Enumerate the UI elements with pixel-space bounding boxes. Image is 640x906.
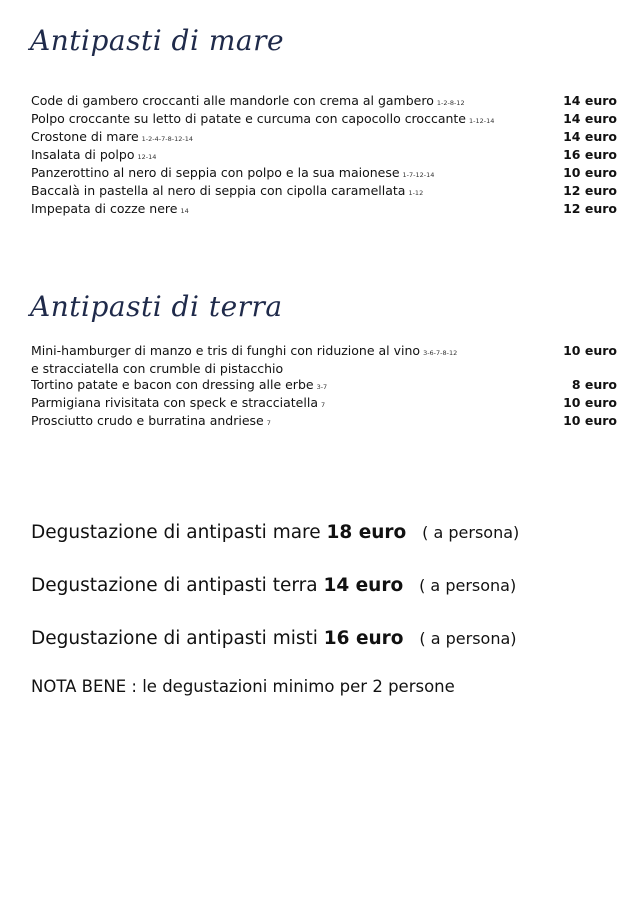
item-allergens: 7 <box>320 401 326 409</box>
tasting-offer-mare <box>31 522 519 543</box>
menu-list-terra <box>31 343 617 431</box>
item-allergens: 1-2-8-12 <box>436 99 465 107</box>
item-allergens: 1-12 <box>408 189 424 197</box>
item-name: Insalata di polpo <box>31 147 135 162</box>
tasting-price: 16 euro <box>323 628 404 649</box>
tasting-price: 14 euro <box>323 575 404 596</box>
section-title-antipasti-terra: Antipasti di terra <box>30 290 283 323</box>
item-allergens: 1-2-4-7-8-12-14 <box>141 135 193 143</box>
item-price: 12 euro <box>563 183 617 198</box>
item-allergens: 3-7 <box>316 383 328 391</box>
item-price: 10 euro <box>563 165 617 180</box>
item-allergens: 7 <box>266 419 271 427</box>
item-allergens: 1-12-14 <box>469 117 495 125</box>
item-price: 14 euro <box>563 111 617 126</box>
menu-item <box>31 129 617 147</box>
menu-item <box>31 343 617 377</box>
item-allergens: 12-14 <box>137 153 157 161</box>
section-title-antipasti-mare: Antipasti di mare <box>30 24 285 57</box>
tasting-price: 18 euro <box>326 522 407 543</box>
item-name: Crostone di mare <box>31 129 139 144</box>
tasting-label: Degustazione di antipasti mare <box>31 522 321 543</box>
menu-list-mare <box>31 93 617 219</box>
item-name: Parmigiana rivisitata con speck e stracciatella <box>31 395 318 410</box>
tasting-per-person: ( a persona) <box>419 576 517 595</box>
item-price: 14 euro <box>563 93 617 108</box>
tasting-offer-misti <box>31 628 517 649</box>
menu-item <box>31 165 617 183</box>
tasting-per-person: ( a persona) <box>419 629 517 648</box>
item-name: Polpo croccante su letto di patate e curcuma con capocollo croccante <box>31 111 466 126</box>
item-price: 10 euro <box>563 413 617 428</box>
tasting-label: Degustazione di antipasti terra <box>31 575 318 596</box>
item-allergens: 3-6-7-8-12 <box>423 349 458 357</box>
menu-item <box>31 395 617 413</box>
menu-item <box>31 93 617 111</box>
menu-item <box>31 111 617 129</box>
nota-bene: NOTA BENE : le degustazioni minimo per 2 persone <box>31 677 455 696</box>
item-name: Impepata di cozze nere <box>31 201 178 216</box>
item-price: 8 euro <box>571 377 617 392</box>
menu-item <box>31 201 617 219</box>
item-price: 14 euro <box>563 129 617 144</box>
item-price: 16 euro <box>563 147 617 162</box>
item-name: Baccalà in pastella al nero di seppia con cipolla caramellata <box>31 183 406 198</box>
menu-item <box>31 377 617 395</box>
item-allergens: 1-7-12-14 <box>402 171 435 179</box>
tasting-per-person: ( a persona) <box>422 523 520 542</box>
item-allergens: 14 <box>180 207 189 215</box>
tasting-label: Degustazione di antipasti misti <box>31 628 318 649</box>
item-name: Code di gambero croccanti alle mandorle con crema al gambero <box>31 93 434 108</box>
menu-item <box>31 147 617 165</box>
item-name: Tortino patate e bacon con dressing alle erbe <box>31 377 314 392</box>
menu-item <box>31 413 617 431</box>
item-price: 10 euro <box>563 343 617 358</box>
item-price: 10 euro <box>563 395 617 410</box>
item-price: 12 euro <box>563 201 617 216</box>
tasting-offer-terra <box>31 575 516 596</box>
item-name: Panzerottino al nero di seppia con polpo e la sua maionese <box>31 165 400 180</box>
item-name-continued: e stracciatella con crumble di pistacchio <box>31 361 284 376</box>
menu-item <box>31 183 617 201</box>
item-name: Mini-hamburger di manzo e tris di funghi con riduzione al vino <box>31 343 421 358</box>
item-name: Prosciutto crudo e burratina andriese <box>31 413 264 428</box>
